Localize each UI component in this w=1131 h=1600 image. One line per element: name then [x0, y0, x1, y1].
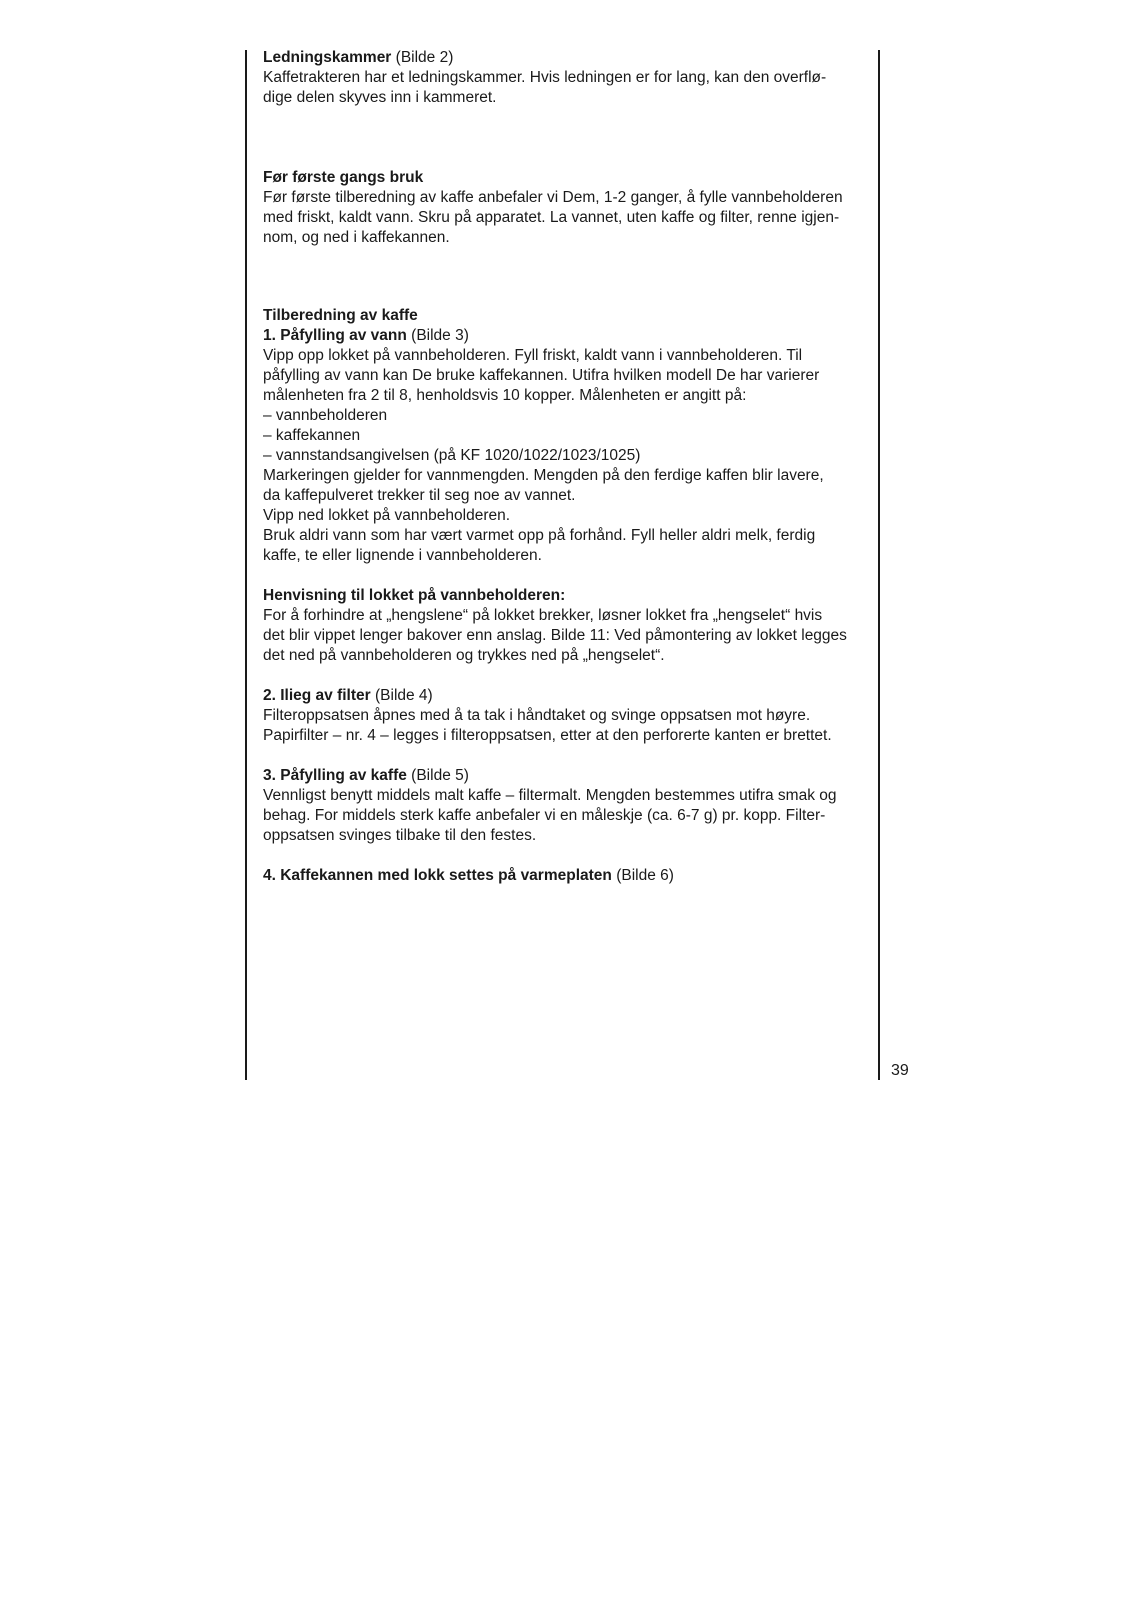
paragraph-line: Kaffetrakteren har et ledningskammer. Hvis ledningen er for lang, kan den overflø-: [263, 69, 827, 86]
paragraph-line: Vipp opp lokket på vannbeholderen. Fyll friskt, kaldt vann i vannbeholderen. Til: [263, 347, 803, 364]
step-heading-4: 4. Kaffekannen med lokk settes på varmeplaten (Bilde 6): [263, 867, 674, 884]
paragraph-line: påfylling av vann kan De bruke kaffekannen. Utifra hvilken modell De har varierer: [263, 367, 820, 384]
list-item: – vannbeholderen: [263, 407, 388, 424]
list-item: – vannstandsangivelsen (på KF 1020/1022/1023/1025): [263, 447, 641, 464]
paragraph-line: da kaffepulveret trekker til seg noe av vannet.: [263, 487, 576, 504]
paragraph-line: det ned på vannbeholderen og trykkes ned på „hengselet“.: [263, 647, 665, 664]
section-heading-forste-gangs-bruk: Før første gangs bruk: [263, 169, 424, 186]
paragraph-line: oppsatsen svinges tilbake til den festes.: [263, 827, 537, 844]
paragraph-line: Før første tilberedning av kaffe anbefaler vi Dem, 1-2 ganger, å fylle vannbeholderen: [263, 189, 843, 206]
paragraph-line: For å forhindre at „hengslene“ på lokket brekker, løsner lokket fra „hengselet“ hvis: [263, 607, 823, 624]
paragraph-line: Markeringen gjelder for vannmengden. Mengden på den ferdige kaffen blir lavere,: [263, 467, 824, 484]
step-3-body: [263, 786, 861, 846]
page-number: 39: [891, 1062, 909, 1079]
manual-page-content: [263, 48, 861, 886]
step-heading-2: 2. Ilieg av filter (Bilde 4): [263, 687, 433, 704]
paragraph-line: Bruk aldri vann som har vært varmet opp på forhånd. Fyll heller aldri melk, ferdig: [263, 527, 816, 544]
section-heading-tilberedning: Tilberedning av kaffe: [263, 307, 418, 324]
paragraph-line: Papirfilter – nr. 4 – legges i filteroppsatsen, etter at den perforerte kanten er brettet.: [263, 727, 832, 744]
paragraph-line: med friskt, kaldt vann. Skru på apparatet. La vannet, uten kaffe og filter, renne igjen-: [263, 209, 840, 226]
list-item: – kaffekannen: [263, 427, 361, 444]
paragraph-line: dige delen skyves inn i kammeret.: [263, 89, 497, 106]
paragraph-line: kaffe, te eller lignende i vannbeholderen.: [263, 547, 542, 564]
section-heading-ledningskammer: Ledningskammer (Bilde 2): [263, 49, 454, 66]
paragraph-line: nom, og ned i kaffekannen.: [263, 229, 450, 246]
paragraph-line: Vipp ned lokket på vannbeholderen.: [263, 507, 511, 524]
right-margin-rule: [878, 50, 880, 1080]
step-heading-3: 3. Påfylling av kaffe (Bilde 5): [263, 767, 469, 784]
paragraph-line: Vennligst benytt middels malt kaffe – filtermalt. Mengden bestemmes utifra smak og: [263, 787, 837, 804]
note-body: [263, 606, 861, 666]
paragraph-line: det blir vippet lenger bakover enn anslag. Bilde 11: Ved påmontering av lokket legges: [263, 627, 847, 644]
note-heading-lokket: Henvisning til lokket på vannbeholderen:: [263, 587, 566, 604]
step-2-body: [263, 706, 861, 746]
left-margin-rule: [245, 50, 247, 1080]
step-1-body: [263, 346, 861, 566]
paragraph-line: behag. For middels sterk kaffe anbefaler vi en måleskje (ca. 6-7 g) pr. kopp. Filter-: [263, 807, 826, 824]
paragraph-line: Filteroppsatsen åpnes med å ta tak i håndtaket og svinge oppsatsen mot høyre.: [263, 707, 811, 724]
paragraph-line: målenheten fra 2 til 8, henholdsvis 10 kopper. Målenheten er angitt på:: [263, 387, 747, 404]
step-heading-1: 1. Påfylling av vann (Bilde 3): [263, 327, 469, 344]
